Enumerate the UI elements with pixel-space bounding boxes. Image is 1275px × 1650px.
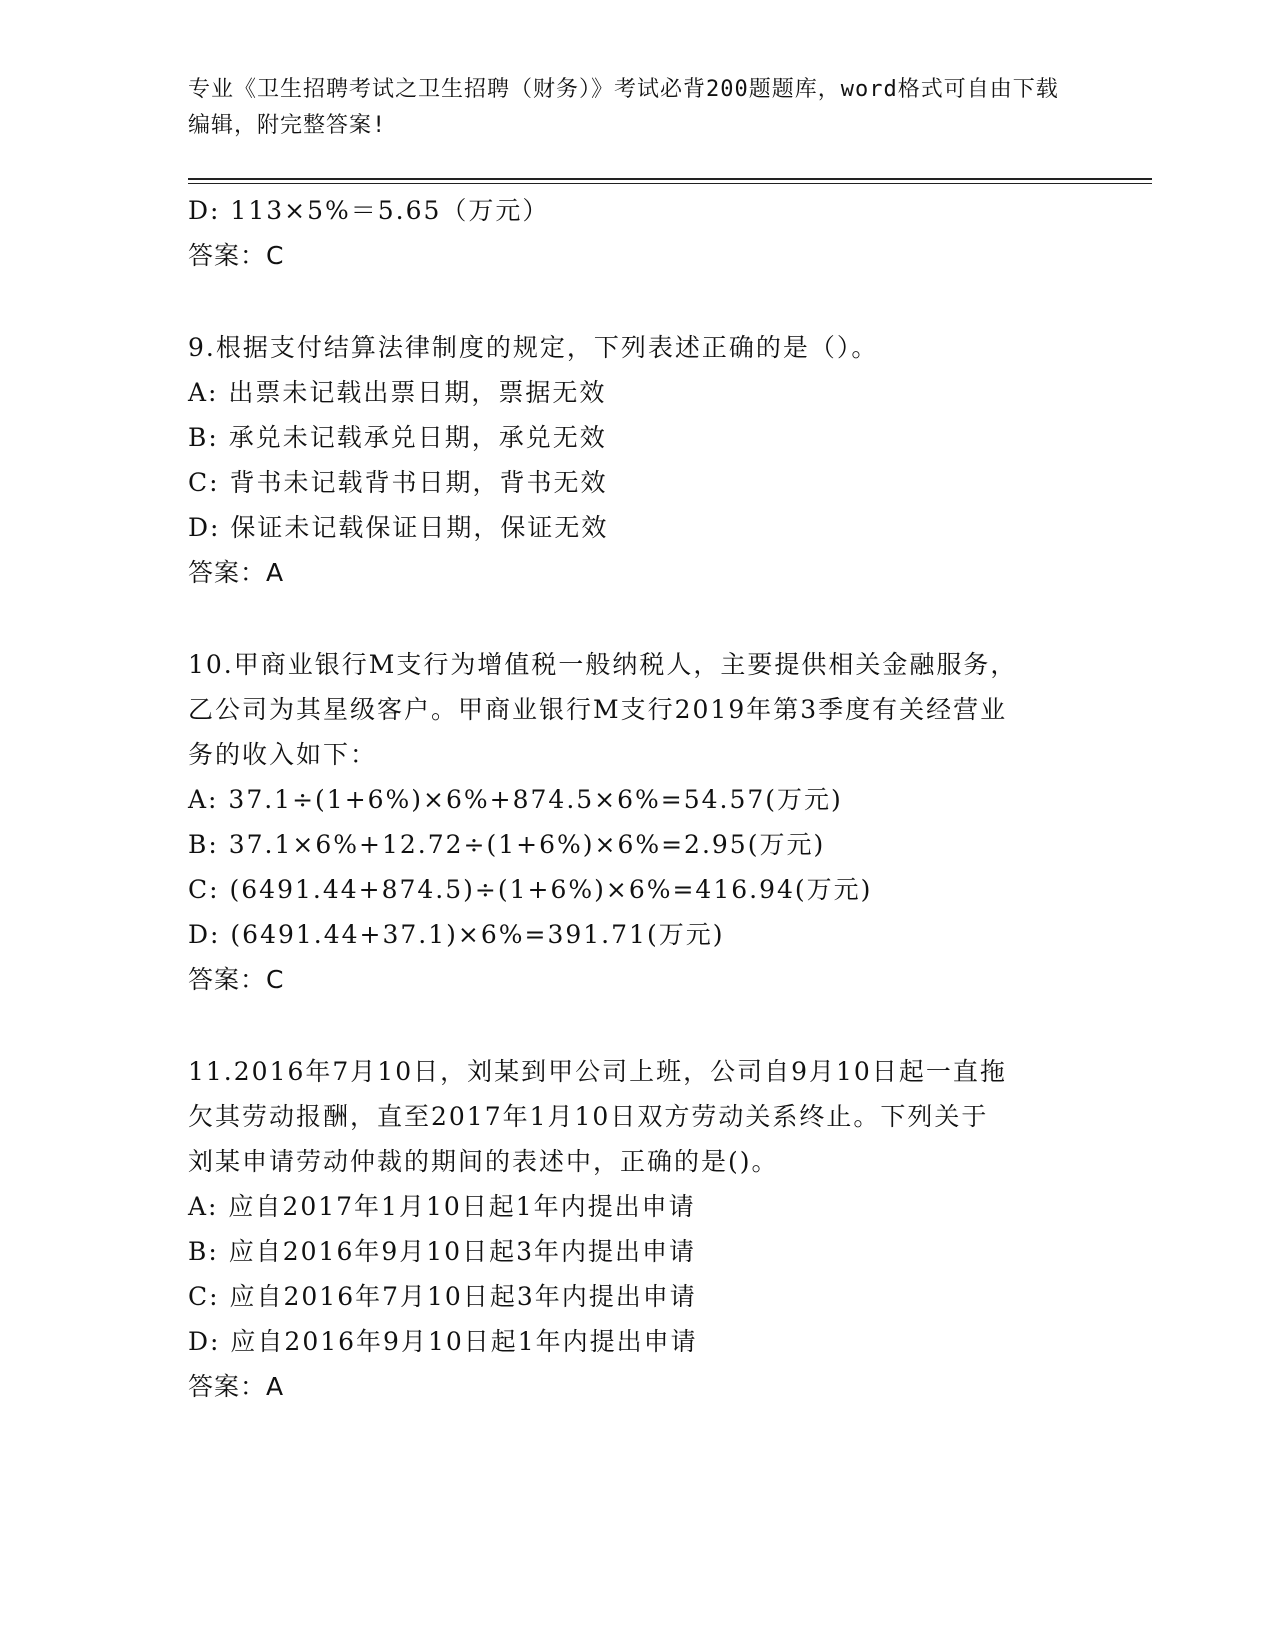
question-stem-line: 欠其劳动报酬，直至2017年1月10日双方劳动关系终止。下列关于: [188, 1102, 989, 1131]
header-divider-thin: [188, 183, 1152, 184]
option-c: C: (6491.44+874.5)÷(1+6%)×6%=416.94(万元): [188, 875, 873, 904]
spacer: [188, 595, 1088, 642]
option-b: B: 应自2016年9月10日起3年内提出申请: [188, 1237, 696, 1266]
answer-line: 答案：C: [188, 241, 285, 270]
question-11: [188, 1049, 1088, 1409]
option-a: A: 应自2017年1月10日起1年内提出申请: [188, 1192, 696, 1221]
spacer: [188, 278, 1088, 325]
question-stem-line: 刘某申请劳动仲裁的期间的表述中，正确的是()。: [188, 1147, 779, 1176]
answer-line: 答案：A: [188, 558, 285, 587]
question-stem-line: 务的收入如下：: [188, 740, 378, 769]
option-c: C: 应自2016年7月10日起3年内提出申请: [188, 1282, 697, 1311]
question-stem-line: 乙公司为其星级客户。甲商业银行M支行2019年第3季度有关经营业: [188, 695, 1008, 724]
option-c: C: 背书未记载背书日期，背书无效: [188, 468, 608, 497]
question-9: [188, 325, 1088, 595]
spacer: [188, 1002, 1088, 1049]
option-b: B: 承兑未记载承兑日期，承兑无效: [188, 423, 607, 452]
option-d: D: 应自2016年9月10日起1年内提出申请: [188, 1327, 698, 1356]
question-stem-line: 10.甲商业银行M支行为增值税一般纳税人，主要提供相关金融服务，: [188, 650, 1018, 679]
option-d: D: 113×5%＝5.65（万元）: [188, 196, 550, 225]
option-a: A: 37.1÷(1+6%)×6%+874.5×6%=54.57(万元): [188, 785, 843, 814]
question-10: [188, 642, 1088, 1002]
document-header: [188, 72, 1068, 144]
header-divider: [188, 178, 1152, 180]
option-b: B: 37.1×6%+12.72÷(1+6%)×6%=2.95(万元): [188, 830, 826, 859]
prev-question-tail: [188, 188, 1088, 278]
header-intro-text: 专业《卫生招聘考试之卫生招聘（财务）》考试必背200题题库，word格式可自由下载编辑，附完整答案!: [188, 77, 1059, 138]
answer-line: 答案：C: [188, 965, 285, 994]
option-a: A: 出票未记载出票日期，票据无效: [188, 378, 607, 407]
option-d: D: (6491.44+37.1)×6%=391.71(万元): [188, 920, 725, 949]
answer-line: 答案：A: [188, 1372, 285, 1401]
question-content: [188, 188, 1088, 1409]
option-d: D: 保证未记载保证日期，保证无效: [188, 513, 609, 542]
question-stem-line: 11.2016年7月10日，刘某到甲公司上班，公司自9月10日起一直拖: [188, 1057, 1007, 1086]
question-stem: 9.根据支付结算法律制度的规定，下列表述正确的是（）。: [188, 333, 879, 362]
